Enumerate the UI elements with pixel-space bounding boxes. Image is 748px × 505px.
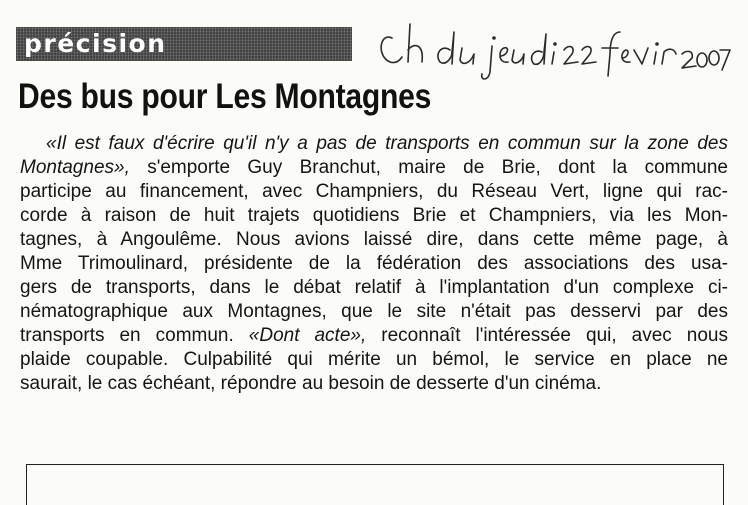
body-line: Montagnes», s'emporte Guy Branchut, maire de Brie, dont la commune bbox=[20, 157, 728, 178]
article-headline: Des bus pour Les Montagnes bbox=[18, 77, 432, 116]
body-line: Mme Trimoulinard, présidente de la fédération des associations des usa- bbox=[20, 253, 728, 274]
body-line: «Il est faux d'écrire qu'il n'y a pas de transports en commun sur la zone des bbox=[46, 133, 728, 154]
body-line: corde à raison de huit trajets quotidiens Brie et Champniers, via les Mon- bbox=[20, 205, 728, 226]
body-line: transports en commun. «Dont acte», reconnaît l'intéressée qui, avec nous bbox=[20, 325, 728, 346]
body-line: participe au financement, avec Champniers, du Réseau Vert, ligne qui rac- bbox=[20, 181, 728, 202]
body-line: plaide coupable. Culpabilité qui mérite un bémol, le service en place ne bbox=[20, 349, 728, 370]
body-line: tagnes, à Angoulême. Nous avions laissé dire, dans cette même page, à bbox=[20, 229, 728, 250]
next-article-frame bbox=[26, 464, 724, 505]
body-line: saurait, le cas échéant, répondre au besoin de desserte d'un cinéma. bbox=[20, 373, 602, 394]
body-line: nématographique aux Montagnes, que le site n'était pas desservi par des bbox=[20, 301, 728, 322]
body-line: gers de transports, dans le débat relatif à l'implantation d'un complexe ci- bbox=[20, 277, 728, 298]
section-rubric bbox=[16, 27, 352, 61]
rubric-label: précision bbox=[24, 29, 167, 58]
article-body bbox=[20, 132, 728, 396]
